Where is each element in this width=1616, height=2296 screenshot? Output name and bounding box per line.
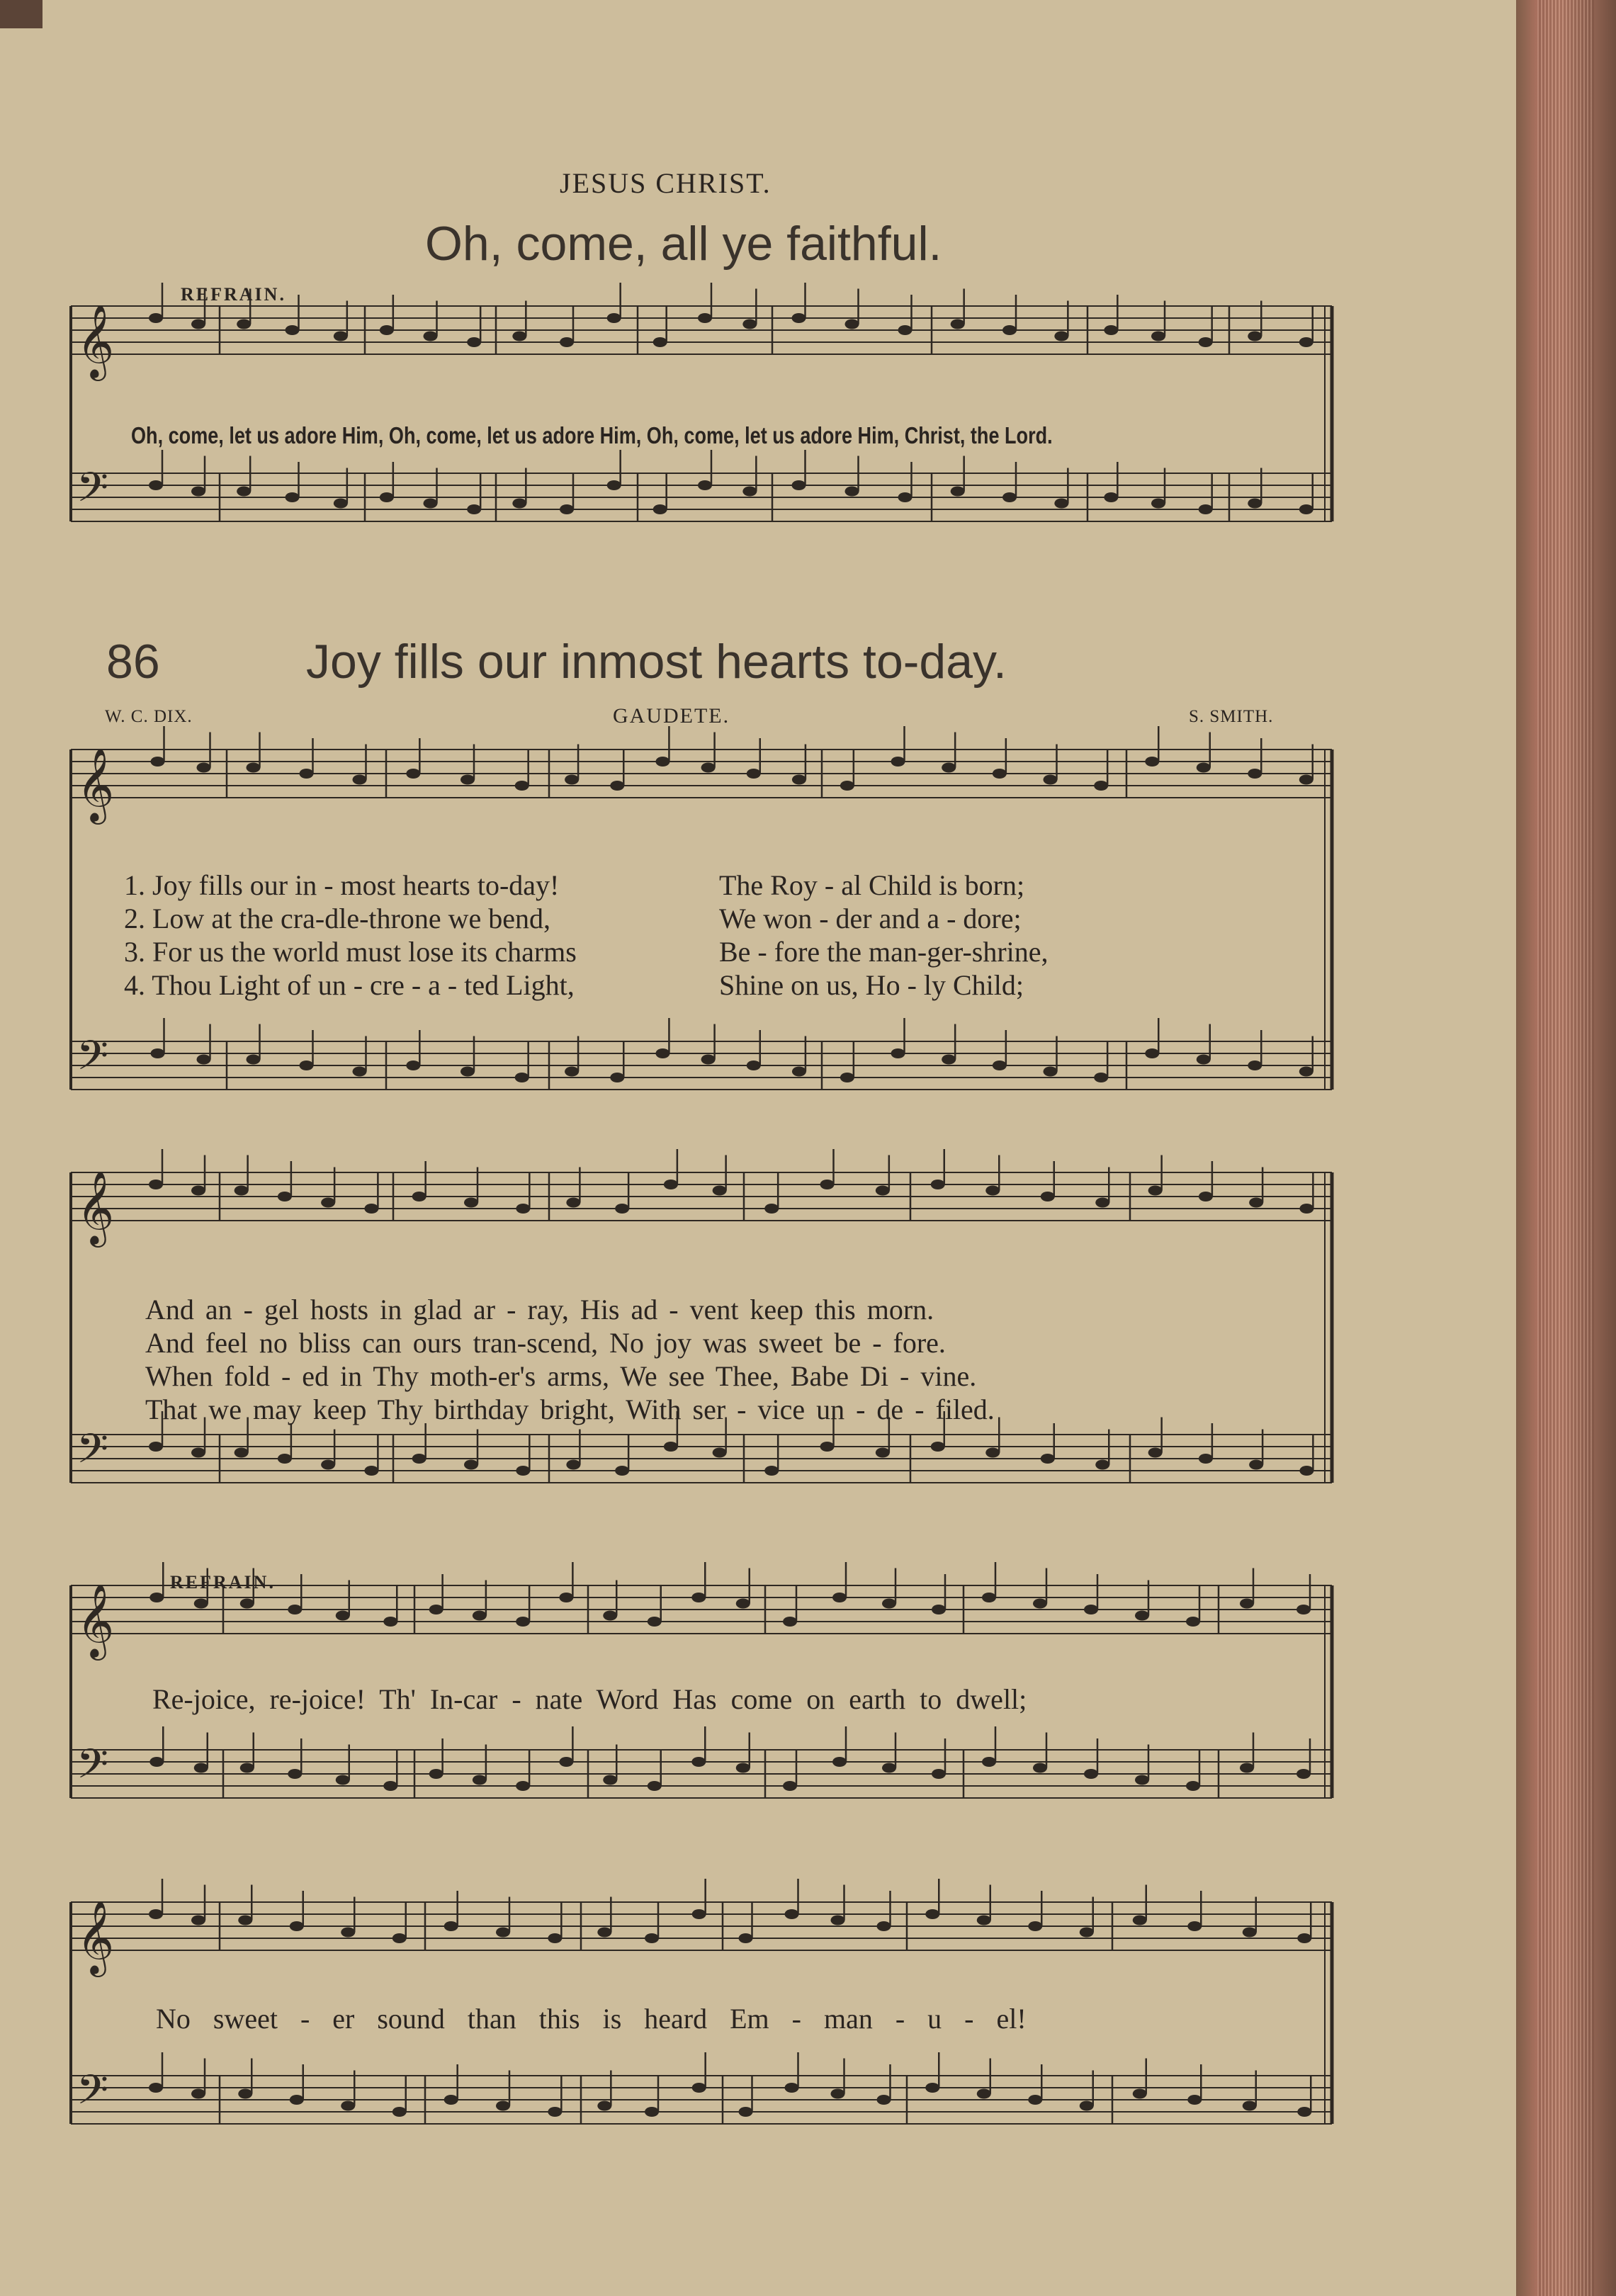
- verse-block-2: [145, 1293, 995, 1426]
- verse-line: 4. Thou Light of un - cre - a - ted Light, Shine on us, Ho - ly Child;: [124, 969, 1024, 1001]
- svg-text:𝄢: 𝄢: [77, 1031, 109, 1090]
- composer-credit: S. SMITH.: [1189, 707, 1274, 726]
- svg-text:𝄢: 𝄢: [77, 463, 109, 521]
- page-edge: [1516, 0, 1616, 2296]
- svg-text:𝄞: 𝄞: [77, 747, 115, 822]
- refrain-label: REFRAIN.: [170, 1572, 276, 1593]
- svg-text:𝄞: 𝄞: [77, 1583, 115, 1658]
- author-credit: W. C. DIX.: [105, 707, 193, 726]
- refrain-line-1: Re-joice, re-joice! Th' In-car - nate Word Has come on earth to dwell;: [152, 1683, 1027, 1715]
- refrain-line-2: No sweet - er sound than this is heard Em - man - u - el!: [156, 2003, 1027, 2035]
- verse-line: That we may keep Thy birthday bright, With ser - vice un - de - filed.: [145, 1393, 995, 1425]
- svg-text:𝄢: 𝄢: [77, 1425, 109, 1483]
- tune-name: GAUDETE.: [613, 704, 730, 728]
- verse-line: 1. Joy fills our in - most hearts to-day! The Roy - al Child is born;: [124, 869, 1025, 901]
- svg-text:𝄞: 𝄞: [77, 1170, 115, 1245]
- verse-block-1: [124, 869, 1049, 1002]
- svg-text:𝄞: 𝄞: [77, 304, 115, 378]
- verse-line: 2. Low at the cra-dle-throne we bend, We won - der and a - dore;: [124, 903, 1022, 934]
- prev-hymn-title: Oh, come, all ye faithful.: [425, 217, 942, 271]
- verse-line: When fold - ed in Thy moth-er's arms, We see Thee, Babe Di - vine.: [145, 1360, 977, 1392]
- svg-text:𝄞: 𝄞: [77, 1900, 115, 1974]
- verse-line: 3. For us the world must lose its charms Be - fore the man-ger-shrine,: [124, 936, 1049, 968]
- hymn-title: Joy fills our inmost hearts to-day.: [306, 635, 1007, 689]
- verse-line: And an - gel hosts in glad ar - ray, His ad - vent keep this morn.: [145, 1294, 934, 1325]
- verse-line: And feel no bliss can ours tran-scend, No joy was sweet be - fore.: [145, 1327, 946, 1359]
- svg-text:𝄢: 𝄢: [77, 1740, 109, 1798]
- prev-refrain-label: REFRAIN.: [181, 284, 286, 305]
- prev-refrain-lyric: Oh, come, let us adore Him, Oh, come, let us adore Him, Oh, come, let us adore Him, Christ, the Lord.: [131, 422, 1053, 448]
- hymn-number: 86: [106, 635, 160, 689]
- svg-text:𝄢: 𝄢: [77, 2066, 109, 2124]
- section-heading: JESUS CHRIST.: [560, 167, 772, 199]
